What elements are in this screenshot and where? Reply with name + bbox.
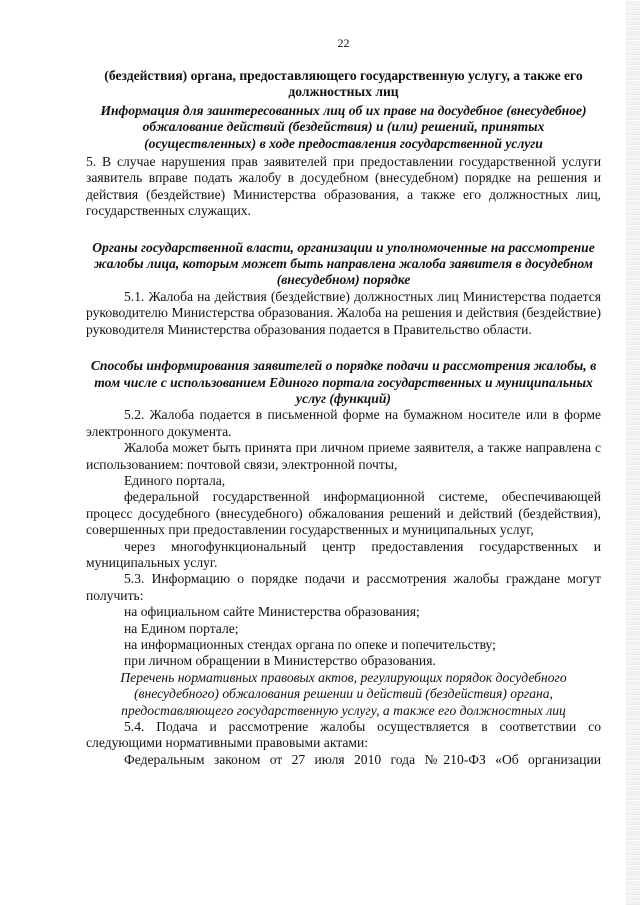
- section-heading-continuation: (бездействия) органа, предоставляющего государственную услугу, а также его должностных лиц: [104, 68, 583, 100]
- heading-normative-acts: Перечень нормативных правовых актов, регулирующих порядок досудебного (внесудебного) обжалования решении и действий (бездействия) органа, предоставляющего государственную услугу, а также его должностных лиц: [120, 669, 567, 718]
- page-number: 22: [337, 36, 350, 50]
- heading-authorities: Органы государственной власти, организации и уполномоченные на рассмотрение жалобы лица, которым может быть направлена жалоба заявителя в досудебном (внесудебном) порядке: [92, 239, 595, 288]
- heading-informing-methods: Способы информирования заявителей о порядке подачи и рассмотрения жалобы, в том числе с использованием Единого портала государственных и муниципальных услуг (функций): [90, 358, 597, 406]
- scan-edge: [626, 0, 640, 905]
- paragraph-5-1: 5.1. Жалоба на действия (бездействие) должностных лиц Министерства подается руководителю Министерства образования. Жалоба на решения и действия (бездействие) руководителя Министерства образования подается в Правительство области.: [86, 288, 601, 337]
- list-item: при личном обращении в Министерство образования.: [124, 653, 436, 669]
- list-item: на Едином портале;: [124, 620, 239, 636]
- heading-appeal-rights: Информация для заинтересованных лиц об их праве на досудебное (внесудебное) обжалование действий (бездействия) и (или) решений, принятых (осуществленных) в ходе предоставления государственной услуги: [100, 102, 587, 151]
- page-content: [86, 36, 601, 768]
- paragraph-5: 5. В случае нарушения прав заявителей при предоставлении государственной услуги заявитель вправе подать жалобу в досудебном (внесудебном) порядке на решения и действия (бездействие) Министерства образования, а также его должностных лиц, государственных служащих.: [86, 154, 601, 219]
- list-item: на информационных стендах органа по опеке и попечительству;: [124, 637, 496, 652]
- paragraph-5-3: 5.3. Информацию о порядке подачи и рассмотрения жалобы граждане могут получить:: [86, 571, 601, 603]
- paragraph-5-2: 5.2. Жалоба подается в письменной форме на бумажном носителе или в форме электронного документа.: [86, 407, 601, 439]
- paragraph-federal-law: Федеральным законом от 27 июля 2010 года №210-ФЗ «Об организации: [124, 751, 601, 767]
- list-item: на официальном сайте Министерства образования;: [124, 604, 420, 620]
- paragraph-5-4: 5.4. Подача и рассмотрение жалобы осуществляется в соответствии со следующими нормативными правовыми актами:: [86, 719, 601, 751]
- paragraph-5-2-federal-system: федеральной государственной информационной системе, обеспечивающей процесс досудебного (внесудебного) обжалования решений и действий (бездействия), совершенных при предоставлении государственных и муниципальных услуг,: [86, 489, 601, 538]
- paragraph-5-2-mfc: через многофункциональный центр предоставления государственных и муниципальных услуг.: [86, 538, 601, 570]
- paragraph-5-2-channels: Жалоба может быть принята при личном приеме заявителя, а также направлена с использованием: почтовой связи, электронной почты,: [86, 440, 601, 472]
- paragraph-5-2-portal: Единого портала,: [124, 472, 226, 488]
